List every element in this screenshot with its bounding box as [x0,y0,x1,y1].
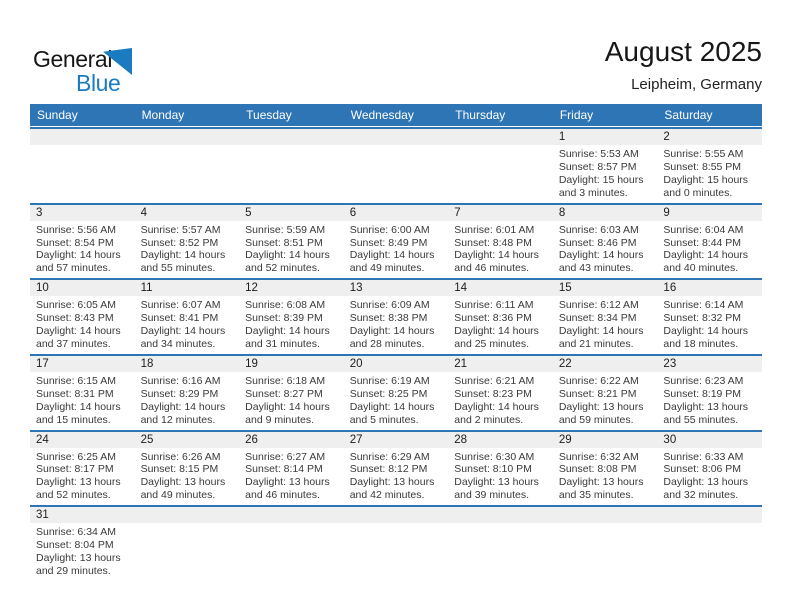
day-cell-2 [657,129,762,203]
day-number: 11 [135,280,240,296]
day-detail-line: Daylight: 14 hours [663,249,749,262]
day-detail-line: and 35 minutes. [558,489,634,502]
day-details [448,448,553,506]
day-detail-line: Sunset: 8:57 PM [558,160,637,173]
calendar [30,104,762,581]
day-details [135,296,240,354]
day-details [239,372,344,430]
day-number: 18 [135,356,240,372]
day-detail-line: and 2 minutes. [454,413,524,426]
day-detail-line: and 39 minutes. [454,489,529,502]
day-details [344,296,449,354]
day-number-empty [448,507,553,523]
day-detail-line: and 49 minutes. [349,262,425,275]
week-row-4 [30,354,762,430]
day-cell-empty [448,507,553,581]
weekday-header-friday: Friday [559,108,594,122]
day-detail-line: Sunrise: 6:33 AM [663,450,744,463]
day-detail-line: Sunrise: 6:18 AM [245,374,326,387]
weekday-header-tuesday: Tuesday [246,108,292,122]
day-detail-line: Daylight: 13 hours [454,476,539,489]
day-detail-line: Sunrise: 6:32 AM [558,450,639,463]
day-detail-line: Daylight: 13 hours [140,476,226,489]
day-cell-19 [239,356,344,430]
day-detail-line: Daylight: 13 hours [349,476,435,489]
day-detail-line: and 9 minutes. [245,413,315,426]
day-cell-18 [135,356,240,430]
day-details [553,145,658,203]
day-detail-line: Daylight: 14 hours [245,249,330,262]
day-details [448,221,553,279]
day-details [657,296,762,354]
day-cell-17 [30,356,135,430]
day-number-empty [135,507,240,523]
day-cell-28 [448,432,553,506]
page-location: Leipheim, Germany [631,76,762,93]
day-number: 31 [30,507,135,523]
day-cell-21 [448,356,553,430]
day-details [239,221,344,279]
day-detail-line: Sunrise: 6:12 AM [558,299,639,312]
day-details [239,296,344,354]
day-detail-line: and 46 minutes. [454,262,529,275]
day-detail-line: Sunrise: 5:59 AM [245,223,326,236]
day-detail-line: Sunrise: 6:27 AM [245,450,326,463]
day-number-empty [344,507,449,523]
day-detail-line: and 18 minutes. [663,337,739,350]
general-blue-logo [30,44,150,100]
day-details [135,221,240,279]
day-detail-line: Sunrise: 5:57 AM [140,223,221,236]
day-detail-line: Sunrise: 6:11 AM [454,299,534,312]
day-detail-line: and 5 minutes. [349,413,419,426]
day-detail-line: Sunset: 8:55 PM [663,160,742,173]
day-detail-line: Daylight: 14 hours [454,400,539,413]
day-cell-3 [30,205,135,279]
day-cell-empty [657,507,762,581]
day-cell-10 [30,280,135,354]
logo-text-general: General [33,46,113,72]
day-number-empty [239,129,344,145]
day-detail-line: Daylight: 14 hours [663,325,749,338]
day-detail-line: and 15 minutes. [36,413,111,426]
week-row-6 [30,505,762,581]
day-detail-line: and 46 minutes. [245,489,320,502]
day-detail-line: and 55 minutes. [140,262,216,275]
page-title: August 2025 [604,36,762,67]
day-detail-line: Daylight: 14 hours [245,400,330,413]
day-cell-empty [448,129,553,203]
day-detail-line: Sunrise: 6:16 AM [140,374,221,387]
day-detail-line: and 28 minutes. [349,337,425,350]
day-detail-line: Daylight: 14 hours [245,325,330,338]
day-details [448,296,553,354]
day-detail-line: and 43 minutes. [558,262,634,275]
day-detail-line: Daylight: 13 hours [663,400,749,413]
day-detail-line: Sunset: 8:34 PM [558,312,637,325]
weekday-header-saturday: Saturday [664,108,713,122]
day-details [344,372,449,430]
day-cell-13 [344,280,449,354]
day-details [553,296,658,354]
day-number-empty [657,507,762,523]
day-details [553,221,658,279]
day-detail-line: Sunrise: 6:15 AM [36,374,116,387]
weekday-header-thursday: Thursday [455,108,506,122]
day-detail-line: Daylight: 14 hours [349,400,435,413]
day-detail-line: and 34 minutes. [140,337,216,350]
day-detail-line: Sunset: 8:41 PM [140,312,219,325]
day-detail-line: Daylight: 14 hours [140,325,226,338]
day-number-empty [30,129,135,145]
day-detail-line: Sunset: 8:32 PM [663,312,742,325]
day-number: 17 [30,356,135,372]
day-detail-line: Sunrise: 6:08 AM [245,299,326,312]
day-detail-line: Daylight: 14 hours [36,400,121,413]
day-detail-line: and 25 minutes. [454,337,529,350]
day-detail-line: Sunrise: 6:23 AM [663,374,744,387]
day-cell-5 [239,205,344,279]
day-detail-line: Daylight: 13 hours [36,551,121,564]
weekday-header-wednesday: Wednesday [350,108,414,122]
day-detail-line: Daylight: 14 hours [349,325,435,338]
day-detail-line: and 59 minutes. [558,413,634,426]
day-detail-line: Sunrise: 6:25 AM [36,450,116,463]
day-detail-line: Daylight: 15 hours [558,173,644,186]
day-details [553,372,658,430]
day-cell-empty [135,129,240,203]
day-detail-line: Sunset: 8:17 PM [36,463,114,476]
weekday-header-row [30,104,762,126]
day-detail-line: Sunrise: 6:22 AM [558,374,639,387]
day-cell-empty [344,129,449,203]
day-number: 15 [553,280,658,296]
day-detail-line: Sunrise: 6:14 AM [663,299,744,312]
day-details [30,221,135,279]
day-number: 2 [657,129,762,145]
day-details [657,448,762,506]
day-number: 22 [553,356,658,372]
day-detail-line: Sunset: 8:04 PM [36,539,114,552]
day-detail-line: Sunrise: 5:55 AM [663,148,744,160]
day-detail-line: Sunset: 8:31 PM [36,387,114,400]
day-detail-line: Daylight: 14 hours [36,325,121,338]
day-cell-14 [448,280,553,354]
day-detail-line: Sunrise: 6:05 AM [36,299,116,312]
day-details [30,448,135,506]
day-detail-line: and 21 minutes. [558,337,634,350]
day-number: 21 [448,356,553,372]
day-cell-22 [553,356,658,430]
day-cell-24 [30,432,135,506]
day-detail-line: Sunset: 8:12 PM [349,463,428,476]
day-cell-empty [30,129,135,203]
day-detail-line: Daylight: 14 hours [140,249,226,262]
day-detail-line: Sunset: 8:48 PM [454,236,532,249]
day-detail-line: Sunrise: 6:21 AM [454,374,535,387]
day-number: 24 [30,432,135,448]
day-detail-line: Sunset: 8:36 PM [454,312,532,325]
day-details [553,448,658,506]
day-number: 28 [448,432,553,448]
day-cell-16 [657,280,762,354]
day-detail-line: Sunset: 8:25 PM [349,387,428,400]
day-detail-line: Daylight: 15 hours [663,173,749,186]
day-details [135,448,240,506]
day-detail-line: Sunrise: 5:56 AM [36,223,116,236]
day-detail-line: Sunset: 8:51 PM [245,236,323,249]
day-detail-line: and 31 minutes. [245,337,320,350]
day-detail-line: Daylight: 14 hours [36,249,121,262]
day-detail-line: and 40 minutes. [663,262,739,275]
day-detail-line: Sunrise: 6:30 AM [454,450,535,463]
day-detail-line: Sunset: 8:23 PM [454,387,532,400]
day-detail-line: and 42 minutes. [349,489,425,502]
day-detail-line: Sunrise: 6:19 AM [349,374,430,387]
day-cell-4 [135,205,240,279]
day-number: 25 [135,432,240,448]
day-detail-line: Sunrise: 6:09 AM [349,299,430,312]
day-details [344,448,449,506]
day-number: 7 [448,205,553,221]
day-details [30,372,135,430]
day-cell-12 [239,280,344,354]
day-detail-line: Sunrise: 6:29 AM [349,450,430,463]
day-number: 3 [30,205,135,221]
weekday-header-monday: Monday [141,108,185,122]
week-row-1 [30,127,762,203]
day-cell-11 [135,280,240,354]
day-detail-line: Sunrise: 6:00 AM [349,223,430,236]
day-detail-line: Daylight: 13 hours [663,476,749,489]
day-number: 4 [135,205,240,221]
day-number: 29 [553,432,658,448]
day-detail-line: Sunset: 8:19 PM [663,387,742,400]
day-detail-line: Sunset: 8:43 PM [36,312,114,325]
day-detail-line: Sunset: 8:46 PM [558,236,637,249]
day-detail-line: Daylight: 14 hours [349,249,435,262]
week-row-3 [30,278,762,354]
day-detail-line: Sunset: 8:15 PM [140,463,219,476]
day-number-empty [344,129,449,145]
day-detail-line: Sunrise: 6:01 AM [454,223,535,236]
day-number: 14 [448,280,553,296]
day-cell-30 [657,432,762,506]
calendar-grid [30,127,762,581]
day-detail-line: Sunset: 8:39 PM [245,312,323,325]
day-details [657,145,762,203]
day-detail-line: and 37 minutes. [36,337,111,350]
day-number-empty [553,507,658,523]
day-detail-line: Sunset: 8:29 PM [140,387,219,400]
week-row-5 [30,430,762,506]
day-detail-line: Sunrise: 6:04 AM [663,223,744,236]
logo-text-blue: Blue [76,70,121,96]
day-number: 1 [553,129,658,145]
day-number: 6 [344,205,449,221]
day-detail-line: Sunrise: 6:34 AM [36,526,116,539]
day-cell-9 [657,205,762,279]
day-number: 9 [657,205,762,221]
day-number: 30 [657,432,762,448]
day-cell-20 [344,356,449,430]
day-cell-8 [553,205,658,279]
day-number-empty [448,129,553,145]
day-cell-empty [344,507,449,581]
day-detail-line: and 55 minutes. [663,413,739,426]
day-detail-line: Sunset: 8:08 PM [558,463,637,476]
day-number: 27 [344,432,449,448]
day-detail-line: Daylight: 14 hours [558,325,644,338]
day-detail-line: Sunset: 8:38 PM [349,312,428,325]
day-number: 12 [239,280,344,296]
day-detail-line: Sunrise: 6:26 AM [140,450,221,463]
week-row-2 [30,203,762,279]
day-detail-line: Daylight: 14 hours [140,400,226,413]
day-cell-27 [344,432,449,506]
day-details [30,523,135,581]
day-details [344,221,449,279]
day-details [448,372,553,430]
day-detail-line: and 0 minutes. [663,186,733,199]
day-detail-line: and 49 minutes. [140,489,216,502]
day-cell-empty [553,507,658,581]
day-detail-line: Sunset: 8:54 PM [36,236,114,249]
day-cell-1 [553,129,658,203]
day-number: 19 [239,356,344,372]
day-detail-line: Daylight: 14 hours [454,249,539,262]
day-cell-15 [553,280,658,354]
day-details [657,372,762,430]
day-number: 26 [239,432,344,448]
day-cell-6 [344,205,449,279]
day-detail-line: Sunset: 8:10 PM [454,463,532,476]
day-details [30,296,135,354]
day-detail-line: Daylight: 13 hours [245,476,330,489]
day-detail-line: Daylight: 13 hours [558,476,644,489]
day-detail-line: Sunset: 8:52 PM [140,236,219,249]
day-number: 23 [657,356,762,372]
day-number: 10 [30,280,135,296]
day-detail-line: and 29 minutes. [36,564,111,577]
day-number: 13 [344,280,449,296]
day-number-empty [135,129,240,145]
day-cell-29 [553,432,658,506]
day-detail-line: and 3 minutes. [558,186,628,199]
day-detail-line: and 32 minutes. [663,489,739,502]
day-detail-line: Sunset: 8:49 PM [349,236,428,249]
day-cell-empty [135,507,240,581]
day-cell-26 [239,432,344,506]
day-detail-line: Daylight: 13 hours [36,476,121,489]
weekday-header-sunday: Sunday [37,108,78,122]
day-cell-empty [239,129,344,203]
day-detail-line: Daylight: 13 hours [558,400,644,413]
day-number: 20 [344,356,449,372]
day-details [239,448,344,506]
day-cell-25 [135,432,240,506]
day-detail-line: and 52 minutes. [245,262,320,275]
day-detail-line: Sunrise: 6:03 AM [558,223,639,236]
day-detail-line: Sunset: 8:21 PM [558,387,637,400]
day-cell-23 [657,356,762,430]
day-details [135,372,240,430]
day-number: 16 [657,280,762,296]
day-details [657,221,762,279]
day-detail-line: and 57 minutes. [36,262,111,275]
day-detail-line: Sunset: 8:06 PM [663,463,742,476]
day-detail-line: Sunset: 8:44 PM [663,236,742,249]
day-cell-31 [30,507,135,581]
day-number-empty [239,507,344,523]
day-cell-7 [448,205,553,279]
day-number: 5 [239,205,344,221]
day-detail-line: Daylight: 14 hours [558,249,644,262]
day-cell-empty [239,507,344,581]
day-detail-line: Sunrise: 5:53 AM [558,148,639,160]
day-detail-line: and 12 minutes. [140,413,216,426]
day-detail-line: Daylight: 14 hours [454,325,539,338]
day-detail-line: Sunrise: 6:07 AM [140,299,221,312]
day-detail-line: Sunset: 8:14 PM [245,463,323,476]
day-detail-line: Sunset: 8:27 PM [245,387,323,400]
day-detail-line: and 52 minutes. [36,489,111,502]
day-number: 8 [553,205,658,221]
